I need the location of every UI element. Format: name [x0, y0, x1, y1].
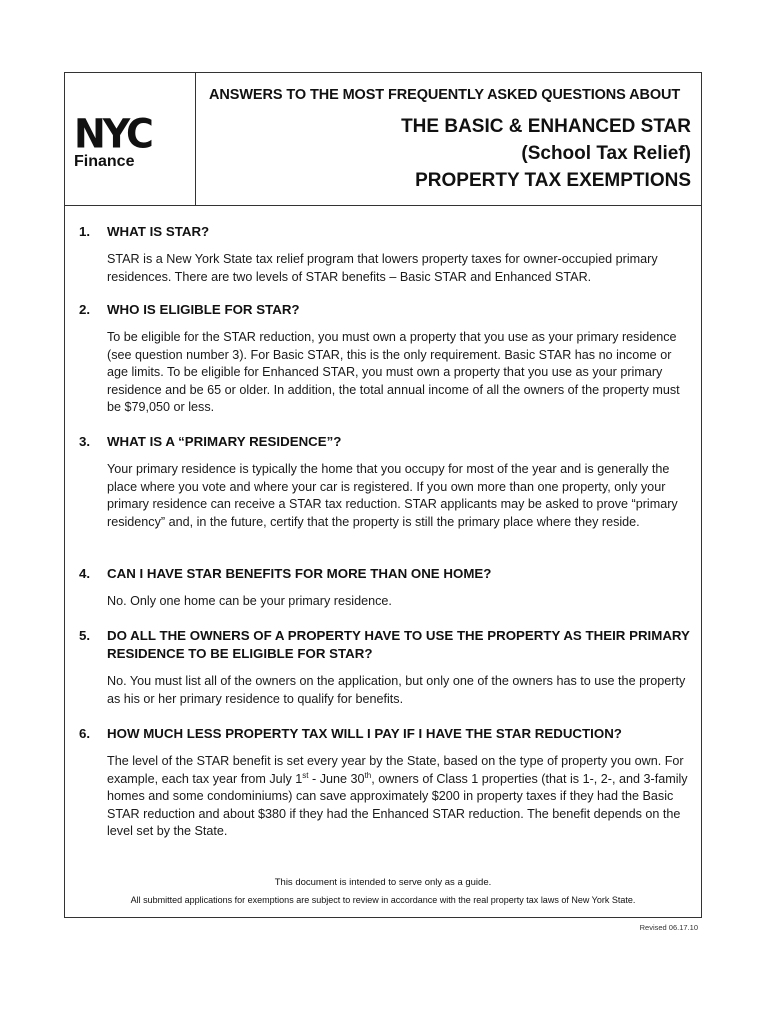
- faq-answer-part: - June 30: [308, 771, 365, 786]
- ordinal-suffix: th: [364, 770, 372, 780]
- faq-answer: No. Only one home can be your primary residence.: [107, 594, 392, 608]
- faq-answer-part: , owners of Class 1 properties (that is 1-, 2-, and 3-family homes and some condominiums) can save approximately $200 in property taxes if they had the Basic STAR reduction and about $380 if they had the Enhanced STAR reduction. The benefit depends on the level set by the State.: [107, 771, 688, 839]
- document-title: [401, 113, 691, 194]
- footer-legal-note: All submitted applications for exemptions are subject to review in accordance with the real property tax laws of New York State.: [130, 895, 636, 905]
- faq-item-2: [79, 301, 691, 417]
- faq-question: [79, 433, 691, 451]
- faq-number: 2.: [79, 302, 91, 317]
- faq-item-1: [79, 223, 691, 286]
- faq-question: [79, 301, 691, 319]
- document-frame: [64, 72, 702, 918]
- faq-question-text: WHAT IS STAR?: [107, 224, 210, 239]
- faq-answer-part: The level of the STAR benefit is set every year by the State, based on the type of property you own. For example, each tax year from July 1: [107, 754, 684, 786]
- faq-question: [79, 725, 691, 743]
- faq-question-text: CAN I HAVE STAR BENEFITS FOR MORE THAN ONE HOME?: [107, 566, 492, 581]
- faq-question-text: HOW MUCH LESS PROPERTY TAX WILL I PAY IF I HAVE THE STAR REDUCTION?: [107, 726, 622, 741]
- document-header: [65, 73, 701, 206]
- faq-number: 6.: [79, 726, 91, 741]
- faq-number: 3.: [79, 434, 91, 449]
- title-line-2: (School Tax Relief): [521, 143, 691, 164]
- faq-answer: STAR is a New York State tax relief program that lowers property taxes for owner-occupied primary residences. There are two levels of STAR benefits – Basic STAR and Enhanced STAR.: [107, 252, 658, 284]
- faq-answer: To be eligible for the STAR reduction, you must own a property that you use as your primary residence (see question number 3). For Basic STAR, this is the only requirement. Basic STAR has no income or age limits. To be eligible for Enhanced STAR, you must own a property that you use as your primary residence and be 65 or older. In addition, the total annual income of all the owners of the property must be $79,050 or less.: [107, 330, 680, 415]
- faq-question-text: WHO IS ELIGIBLE FOR STAR?: [107, 302, 300, 317]
- faq-item-4: [79, 565, 691, 611]
- faq-item-3: [79, 433, 691, 531]
- nyc-logo-mark: NYC: [74, 110, 151, 158]
- faq-answer: No. You must list all of the owners on the application, but only one of the owners has to use the property as his or her primary residence to qualify for benefits.: [107, 674, 686, 706]
- faq-item-6: [79, 725, 691, 841]
- faq-question: [79, 627, 691, 663]
- faq-question: [79, 223, 691, 241]
- faq-number: 5.: [79, 628, 91, 643]
- faq-answer: Your primary residence is typically the home that you occupy for most of the year and is generally the place where you vote and where your car is registered. If you own more than one property, only your primary residence can receive a STAR tax reduction. STAR applicants may be asked to prove “primary residency” and, in the future, certify that the property is still the primary place where they reside.: [107, 462, 678, 529]
- revision-date: Revised 06.17.10: [639, 923, 698, 932]
- faq-question-text: WHAT IS A “PRIMARY RESIDENCE”?: [107, 434, 342, 449]
- faq-number: 1.: [79, 224, 91, 239]
- faq-question-text: DO ALL THE OWNERS OF A PROPERTY HAVE TO USE THE PROPERTY AS THEIR PRIMARY RESIDENCE TO BE ELIGIBLE FOR STAR?: [107, 628, 690, 661]
- title-line-1: THE BASIC & ENHANCED STAR: [401, 116, 691, 137]
- faq-question: [79, 565, 691, 583]
- faq-item-5: [79, 627, 691, 708]
- ordinal-suffix: st: [302, 770, 309, 780]
- faq-answer: [107, 753, 691, 841]
- faq-number: 4.: [79, 566, 91, 581]
- nyc-finance-logo: [65, 73, 196, 205]
- footer-disclaimer: This document is intended to serve only as a guide.: [274, 877, 492, 888]
- title-line-3: PROPERTY TAX EXEMPTIONS: [415, 170, 691, 191]
- header-subheading: ANSWERS TO THE MOST FREQUENTLY ASKED QUESTIONS ABOUT: [209, 87, 681, 103]
- logo-subtitle: Finance: [74, 153, 135, 170]
